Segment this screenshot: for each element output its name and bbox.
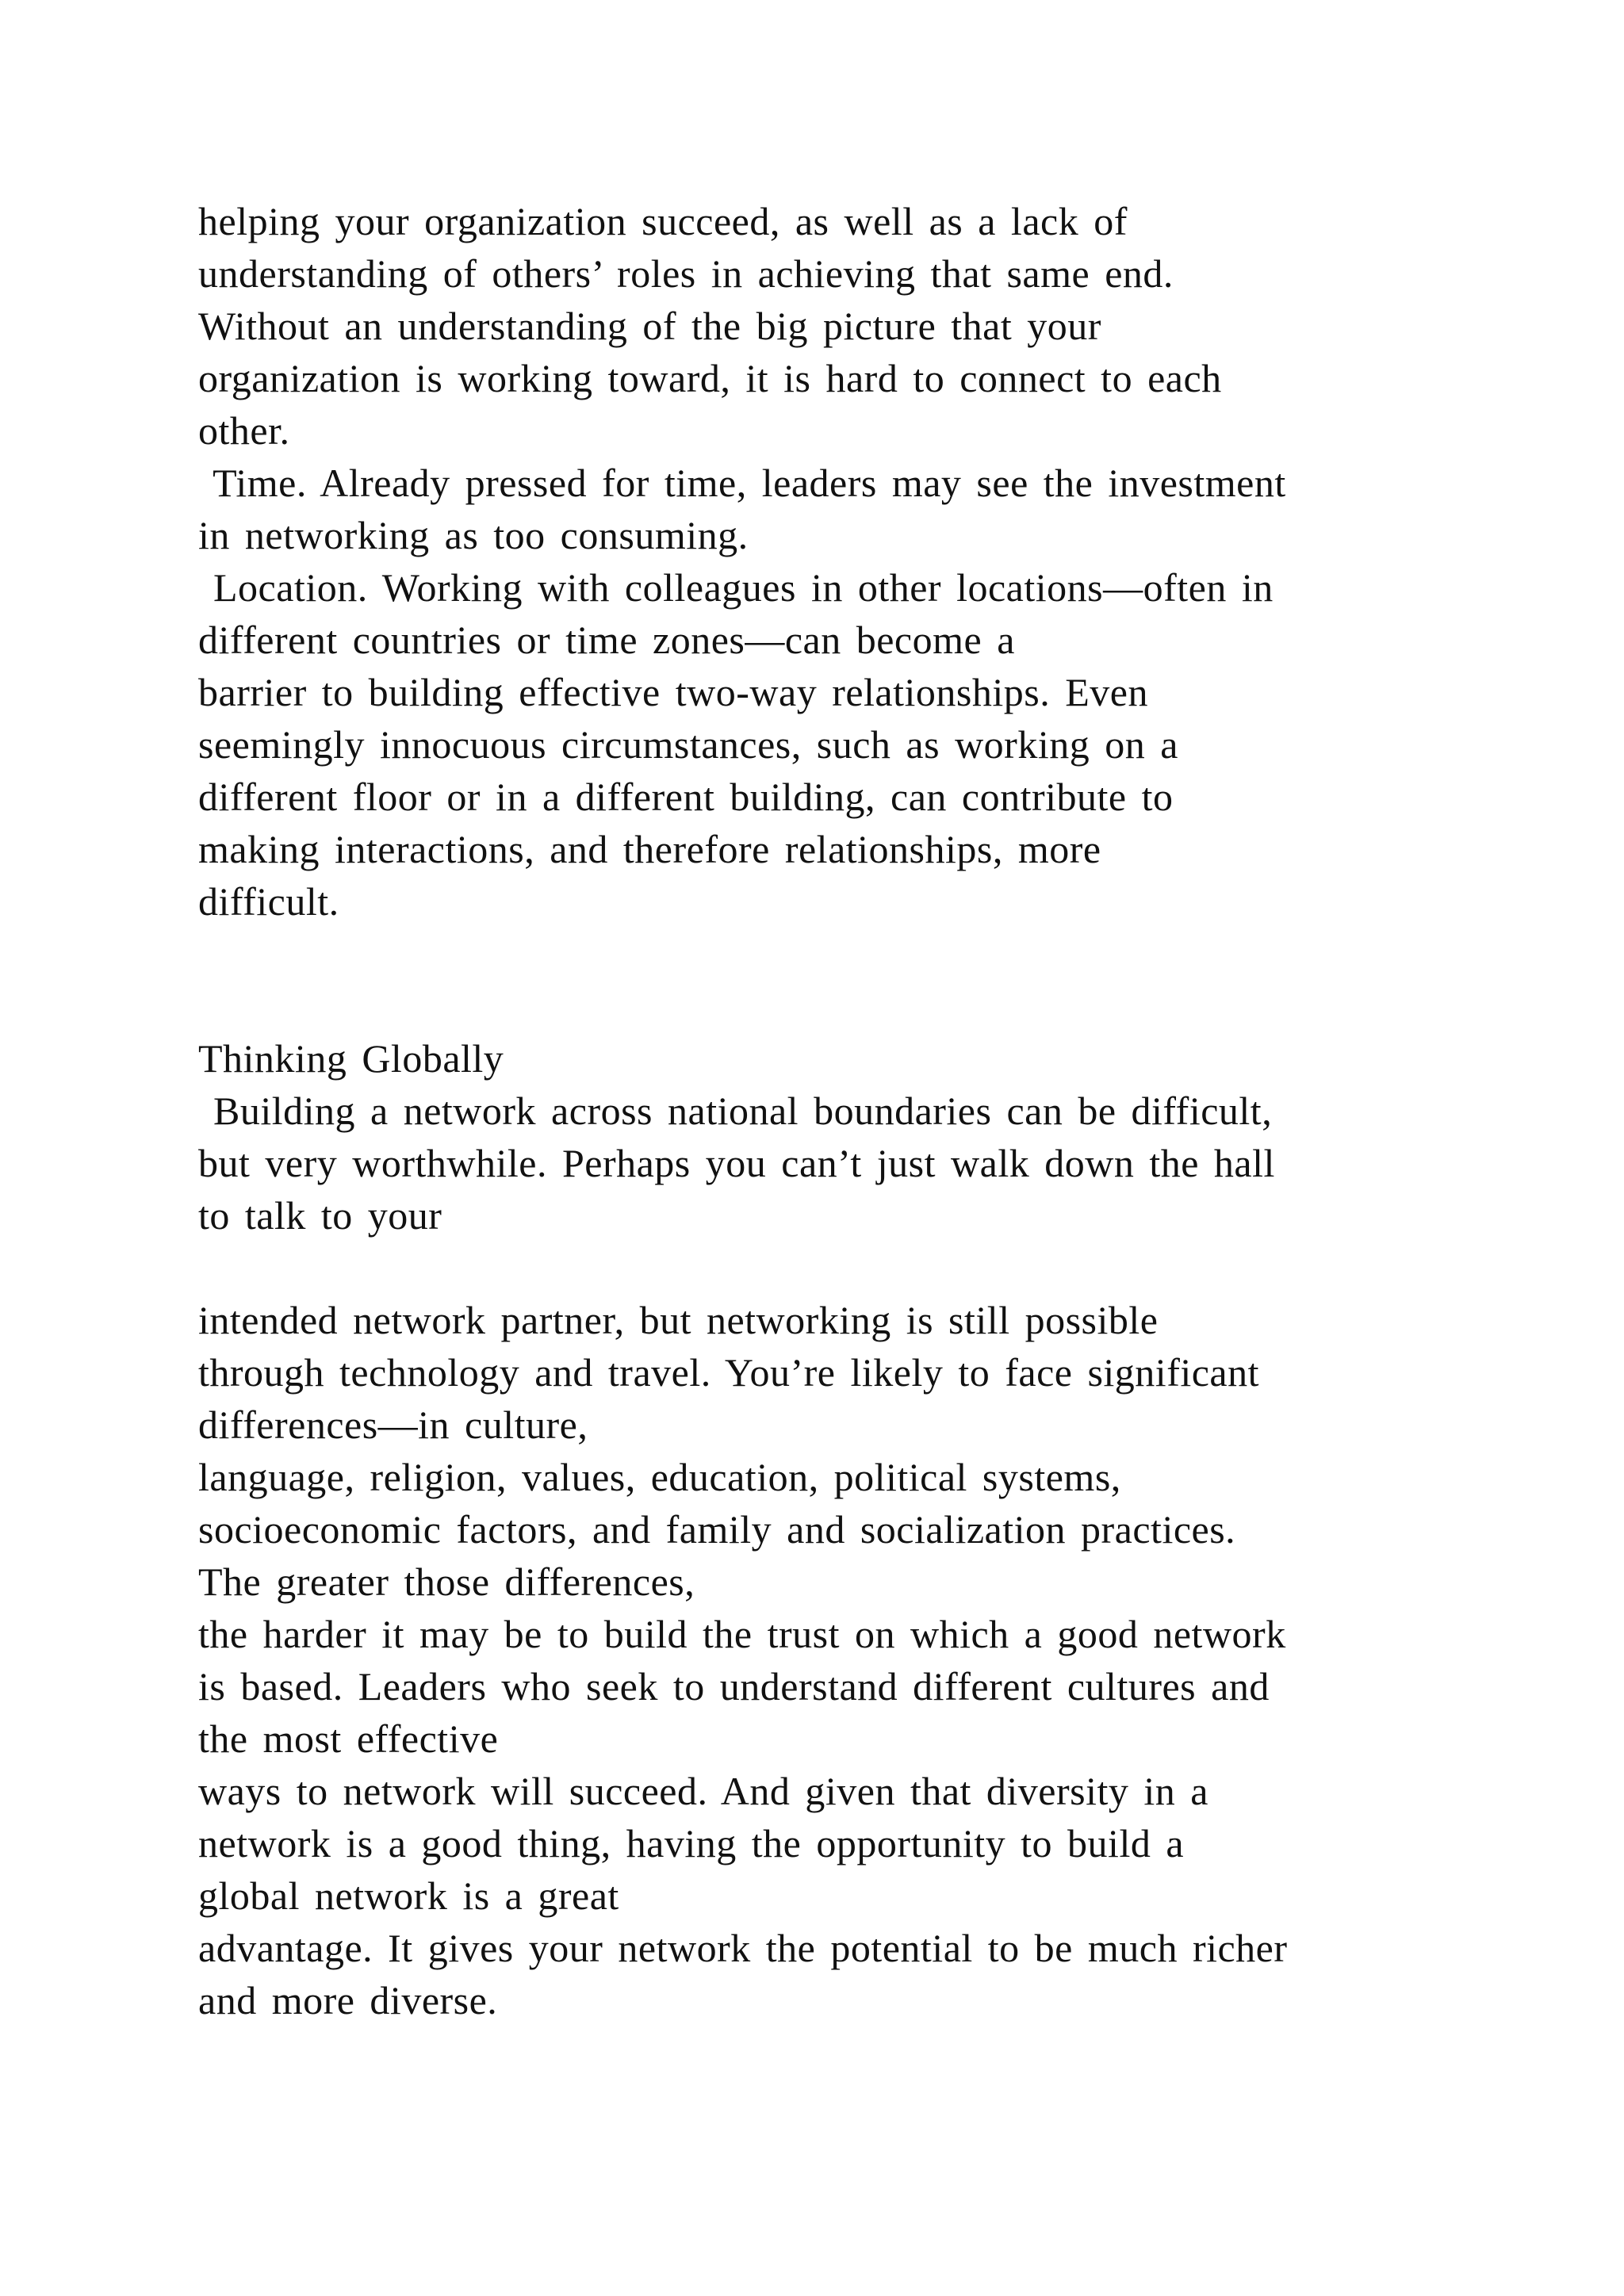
paragraph-spacer (198, 1242, 1546, 1294)
paragraph-3 (198, 1294, 1546, 2026)
text-line: Location. Working with colleagues in other locations—often in (198, 565, 1274, 610)
text-line: the harder it may be to build the trust on which a good network (198, 1612, 1286, 1656)
text-line: in networking as too consuming. (198, 513, 749, 557)
text-line: helping your organization succeed, as well as a lack of (198, 199, 1128, 243)
text-line: Without an understanding of the big picture that your (198, 304, 1101, 348)
text-line: Time. Already pressed for time, leaders may see the investment (198, 461, 1286, 505)
text-line: seemingly innocuous circumstances, such as working on a (198, 722, 1178, 767)
paragraph-2 (198, 1085, 1546, 1242)
text-line: through technology and travel. You’re likely to face significant (198, 1350, 1260, 1395)
text-line: The greater those differences, (198, 1559, 695, 1604)
text-line: other. (198, 408, 290, 453)
text-line: barrier to building effective two-way relationships. Even (198, 670, 1148, 714)
text-line: differences—in culture, (198, 1402, 588, 1447)
text-line: different floor or in a different building, can contribute to (198, 775, 1174, 819)
text-line: network is a good thing, having the opportunity to build a (198, 1821, 1185, 1866)
document-body (198, 195, 1546, 2026)
text-line: is based. Leaders who seek to understand different cultures and (198, 1664, 1270, 1709)
text-line: organization is working toward, it is hard to connect to each (198, 356, 1222, 400)
text-line: socioeconomic factors, and family and socialization practices. (198, 1507, 1236, 1552)
text-line: ways to network will succeed. And given that diversity in a (198, 1769, 1208, 1813)
text-line: but very worthwhile. Perhaps you can’t just walk down the hall (198, 1141, 1275, 1185)
text-line: understanding of others’ roles in achieving that same end. (198, 251, 1174, 296)
text-line: difficult. (198, 879, 339, 924)
text-line: advantage. It gives your network the potential to be much richer (198, 1926, 1288, 1970)
text-line: the most effective (198, 1716, 499, 1761)
text-line: different countries or time zones—can become a (198, 618, 1015, 662)
text-line: making interactions, and therefore relationships, more (198, 827, 1101, 871)
text-line: global network is a great (198, 1873, 619, 1918)
paragraph-1 (198, 195, 1546, 928)
text-line: and more diverse. (198, 1978, 498, 2022)
text-line: language, religion, values, education, political systems, (198, 1455, 1121, 1499)
text-line: Building a network across national boundaries can be difficult, (198, 1089, 1273, 1133)
section-heading: Thinking Globally (198, 1036, 504, 1081)
text-line: intended network partner, but networking is still possible (198, 1298, 1159, 1342)
text-line: to talk to your (198, 1193, 442, 1238)
paragraph-spacer (198, 928, 1546, 1032)
